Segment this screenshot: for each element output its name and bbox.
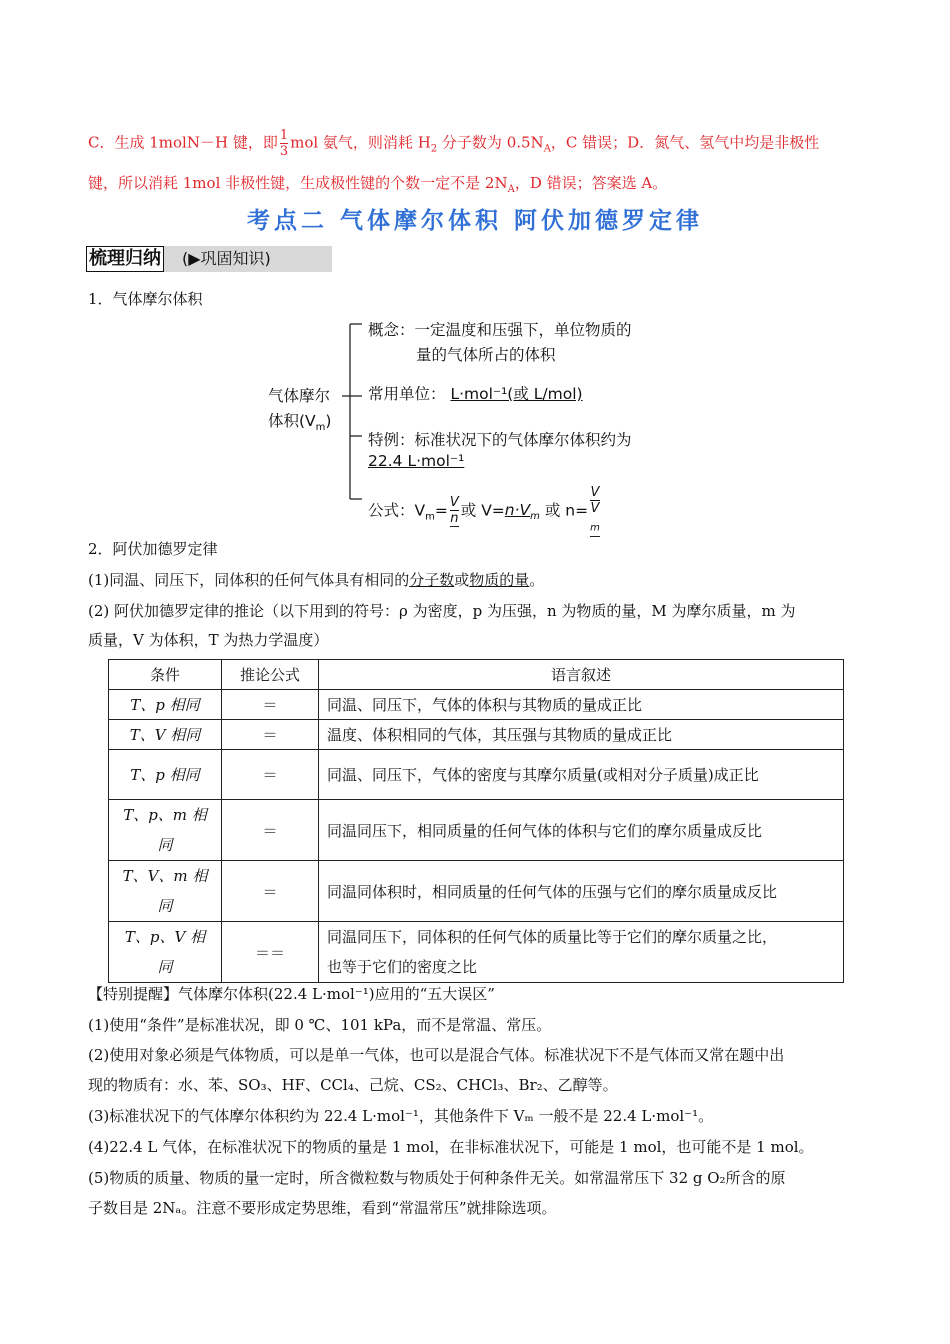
- answer-line-1: [88, 128, 819, 161]
- table-row: [109, 690, 844, 720]
- root-label-2: [268, 409, 331, 433]
- table-row: [109, 720, 844, 750]
- formula-fraction-1: [450, 495, 459, 527]
- note-4: (4)22.4 L 气体，在标准状况下的物质的量是 1 mol，在非标准状况下，可能是 1 mol，也可能不是 1 mol。: [88, 1138, 814, 1156]
- note-2-line-2: 现的物质有：水、苯、SO₃、HF、CCl₄、己烷、CS₂、CHCl₃、Br₂、乙醇等。: [88, 1076, 618, 1094]
- avogadro-inference-table: [108, 659, 844, 983]
- table-header: 语言叙述: [319, 660, 844, 690]
- subscript: m: [530, 511, 540, 523]
- paragraph-text: (1)同温、同压下，同体积的任何气体具有相同的: [88, 571, 410, 589]
- table-cell: ＝: [222, 800, 319, 861]
- table-cell: 同温同压下，同体积的任何气体的质量比等于它们的摩尔质量之比， 也等于它们的密度之比: [319, 922, 844, 983]
- answer-text: 分子数为 0.5N: [437, 133, 544, 152]
- table-header: 推论公式: [222, 660, 319, 690]
- table-cell: ＝: [222, 750, 319, 800]
- summary-banner: [86, 246, 332, 272]
- paragraph-2-line-1: (2) 阿伏加德罗定律的推论（以下用到的符号：ρ 为密度，p 为压强，n 为物质的量，M 为摩尔质量，m 为: [88, 602, 796, 620]
- table-cell: ＝＝: [222, 922, 319, 983]
- answer-text: mol 氨气，则消耗 H: [290, 133, 431, 152]
- table-cell: ＝: [222, 690, 319, 720]
- molar-volume-diagram: [262, 314, 702, 534]
- paragraph-text: 。: [529, 571, 545, 589]
- section-title: 考点二 气体摩尔体积 阿伏加德罗定律: [246, 208, 703, 234]
- root-text: ): [325, 412, 332, 430]
- answer-line-2: [88, 172, 667, 201]
- heading-2: 2．阿伏加德罗定律: [88, 540, 218, 558]
- heading-1: 1．气体摩尔体积: [88, 290, 203, 308]
- root-text: 体积(V: [268, 412, 316, 430]
- table-header: 条件: [109, 660, 222, 690]
- underlined-term: 分子数: [409, 571, 455, 589]
- formula-text: =: [434, 501, 448, 520]
- table-cell: T、V 相同: [109, 720, 222, 750]
- paragraph-2-line-2: 质量，V 为体积，T 为热力学温度）: [88, 631, 329, 649]
- paragraph-text: 或: [454, 571, 470, 589]
- answer-text: 键，所以消耗 1mol 非极性键，生成极性键的个数一定不是 2N: [88, 174, 508, 192]
- concept-line-2: 量的气体所占的体积: [416, 346, 556, 364]
- table-row: [109, 861, 844, 922]
- banner-boxed-label: 梳理归纳: [86, 246, 164, 272]
- subscript: m: [425, 511, 435, 523]
- note-5-line-1: (5)物质的质量、物质的量一定时，所含微粒数与物质处于何种条件无关。如常温常压下 32 g O₂所含的原: [88, 1169, 786, 1187]
- answer-text: ，D 错误；答案选 A。: [514, 174, 668, 192]
- formula-text: V: [590, 501, 600, 516]
- answer-text: C．生成 1molN－H 键，即: [88, 133, 278, 152]
- fraction-denominator: n: [450, 510, 459, 526]
- table-cell: ＝: [222, 720, 319, 750]
- table-cell: 温度、体积相同的气体，其压强与其物质的量成正比: [319, 720, 844, 750]
- table-cell: T、p 相同: [109, 750, 222, 800]
- notes-title: 【特别提醒】气体摩尔体积(22.4 L·mol⁻¹)应用的“五大误区”: [88, 985, 495, 1003]
- banner-subtitle: (▶巩固知识): [182, 249, 271, 268]
- formula-product: [504, 501, 540, 523]
- example-line-2: 22.4 L·mol⁻¹: [368, 452, 465, 470]
- fraction-numerator: V: [449, 494, 459, 510]
- answer-text: ，C 错误；D．氮气、氢气中均是非极性: [550, 133, 820, 152]
- table-header-row: [109, 660, 844, 690]
- note-1: (1)使用“条件”是标准状况，即 0 ℃、101 kPa，而不是常温、常压。: [88, 1016, 552, 1034]
- formula-text: n·V: [504, 501, 531, 520]
- formula-fraction-3: [590, 485, 600, 537]
- subscript: 2: [430, 143, 438, 155]
- table-cell: 同温、同压下，气体的体积与其物质的量成正比: [319, 690, 844, 720]
- table-cell: 同温、同压下，气体的密度与其摩尔质量(或相对分子质量)成正比: [319, 750, 844, 800]
- note-2-line-1: (2)使用对象必须是气体物质，可以是单一气体，也可以是混合气体。标准状况下不是气体而又常在题中出: [88, 1046, 785, 1064]
- table-cell: ＝: [222, 861, 319, 922]
- subscript: m: [590, 522, 600, 534]
- formula-line: [368, 485, 602, 537]
- unit-value: L·mol⁻¹(或 L/mol): [450, 385, 583, 403]
- fraction-denominator: [590, 501, 600, 536]
- table-cell: 同温同压下，相同质量的任何气体的体积与它们的摩尔质量成反比: [319, 800, 844, 861]
- table-row: [109, 750, 844, 800]
- formula-text: 或 V=: [460, 501, 505, 520]
- table-cell: T、p、m 相 同: [109, 800, 222, 861]
- note-3: (3)标准状况下的气体摩尔体积约为 22.4 L·mol⁻¹，其他条件下 Vₘ 一般不是 22.4 L·mol⁻¹。: [88, 1107, 714, 1125]
- subscript: m: [315, 422, 326, 434]
- concept-line-1: 概念：一定温度和压强下，单位物质的: [368, 321, 632, 339]
- unit-line: [368, 382, 583, 404]
- paragraph-1: [88, 569, 544, 591]
- table-row: [109, 922, 844, 983]
- root-label-1: 气体摩尔: [268, 387, 331, 405]
- table-row: [109, 800, 844, 861]
- subscript: A: [507, 184, 515, 195]
- fraction-numerator: 1: [279, 128, 289, 143]
- formula-label: 公式：V: [368, 501, 426, 520]
- fraction: [280, 128, 288, 159]
- subscript: A: [543, 143, 551, 155]
- fraction-numerator: V: [590, 485, 600, 500]
- note-5-line-2: 子数目是 2Nₐ。注意不要形成定势思维，看到“常温常压”就排除选项。: [88, 1199, 557, 1217]
- example-line-1: 特例：标准状况下的气体摩尔体积约为: [368, 431, 632, 449]
- table-cell: T、p、V 相 同: [109, 922, 222, 983]
- underlined-term: 物质的量: [469, 571, 530, 589]
- unit-label: 常用单位：: [368, 385, 446, 403]
- formula-text: 或 n=: [544, 501, 589, 520]
- table-cell: T、V、m 相 同: [109, 861, 222, 922]
- table-cell: 同温同体积时，相同质量的任何气体的压强与它们的摩尔质量成反比: [319, 861, 844, 922]
- table-cell: T、p 相同: [109, 690, 222, 720]
- fraction-denominator: 3: [279, 144, 289, 159]
